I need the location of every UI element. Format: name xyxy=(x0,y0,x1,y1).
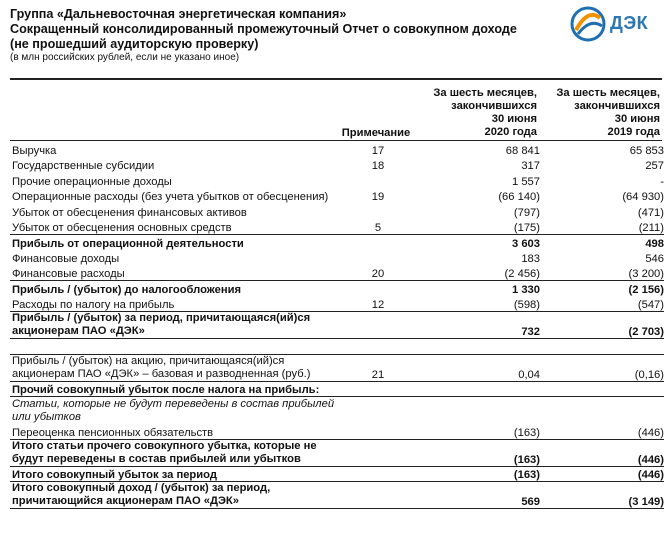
report-title: Сокращенный консолидированный промежуточный Отчет о совокупном доходе xyxy=(10,22,517,36)
table-row: Прочий совокупный убыток после налога на прибыль: xyxy=(10,381,664,397)
table-row: Прибыль / (убыток) до налогообложения 1 330 (2 156) xyxy=(10,281,664,297)
table-row: Статьи, которые не будут переведены в состав прибылей или убытков xyxy=(12,397,335,423)
column-header-2019: За шесть месяцев, закончившихся 30 июня 2019 года xyxy=(556,87,660,138)
column-header-2020: За шесть месяцев, закончившихся 30 июня 2020 года xyxy=(433,87,537,138)
table-row: Итого статьи прочего совокупного убытка, которые не будут переведены в состав прибылей или убытков (163) (446) xyxy=(12,439,664,466)
table-row: Итого совокупный доход / (убыток) за период, причитающийся акционерам ПАО «ДЭК» 569 (3 149) xyxy=(12,482,664,508)
column-header-note: Примечание xyxy=(341,127,411,139)
table-row: Финансовые доходы 183 546 xyxy=(12,253,664,265)
report-header xyxy=(10,7,530,64)
top-rule xyxy=(10,78,662,80)
table-row: Убыток от обесценения основных средств 5 (175) (211) xyxy=(12,221,664,234)
logo-text: ДЭК xyxy=(610,13,649,33)
table-row: Прибыль от операционной деятельности 3 603 498 xyxy=(10,234,664,250)
table-row: Убыток от обесценения финансовых активов (797) (471) xyxy=(12,206,664,219)
spacer-row xyxy=(10,339,664,355)
table-row: Переоценка пенсионных обязательств (163) (446) xyxy=(12,426,664,439)
units-note: (в млн российских рублей, если не указано иное) xyxy=(10,52,240,63)
table-row: Прибыль / (убыток) на акцию, причитающаяся(ий)ся акционерам ПАО «ДЭК» – базовая и разводненная (руб.) 21 0,04 (0,16) xyxy=(12,354,664,381)
table-row: Прочие операционные доходы 1 557 - xyxy=(12,175,664,188)
table-row: Финансовые расходы 20 (2 456) (3 200) xyxy=(12,268,664,280)
audit-note: (не прошедший аудиторскую проверку) xyxy=(10,37,259,51)
table-row: Расходы по налогу на прибыль 12 (598) (547) xyxy=(12,299,664,311)
company-title: Группа «Дальневосточная энергетическая компания» xyxy=(10,7,347,21)
table-row: Государственные субсидии 18 317 257 xyxy=(12,160,664,172)
table-row: Операционные расходы (без учета убытков от обесценения) 19 (66 140) (64 930) xyxy=(12,191,664,203)
table-row: Прибыль / (убыток) за период, причитающаяся(ий)ся акционерам ПАО «ДЭК» 732 (2 703) xyxy=(12,312,664,338)
table-row: Выручка 17 68 841 65 853 xyxy=(12,144,664,157)
table-row: Итого совокупный убыток за период (163) (446) xyxy=(10,466,664,482)
income-statement-table xyxy=(10,141,664,509)
